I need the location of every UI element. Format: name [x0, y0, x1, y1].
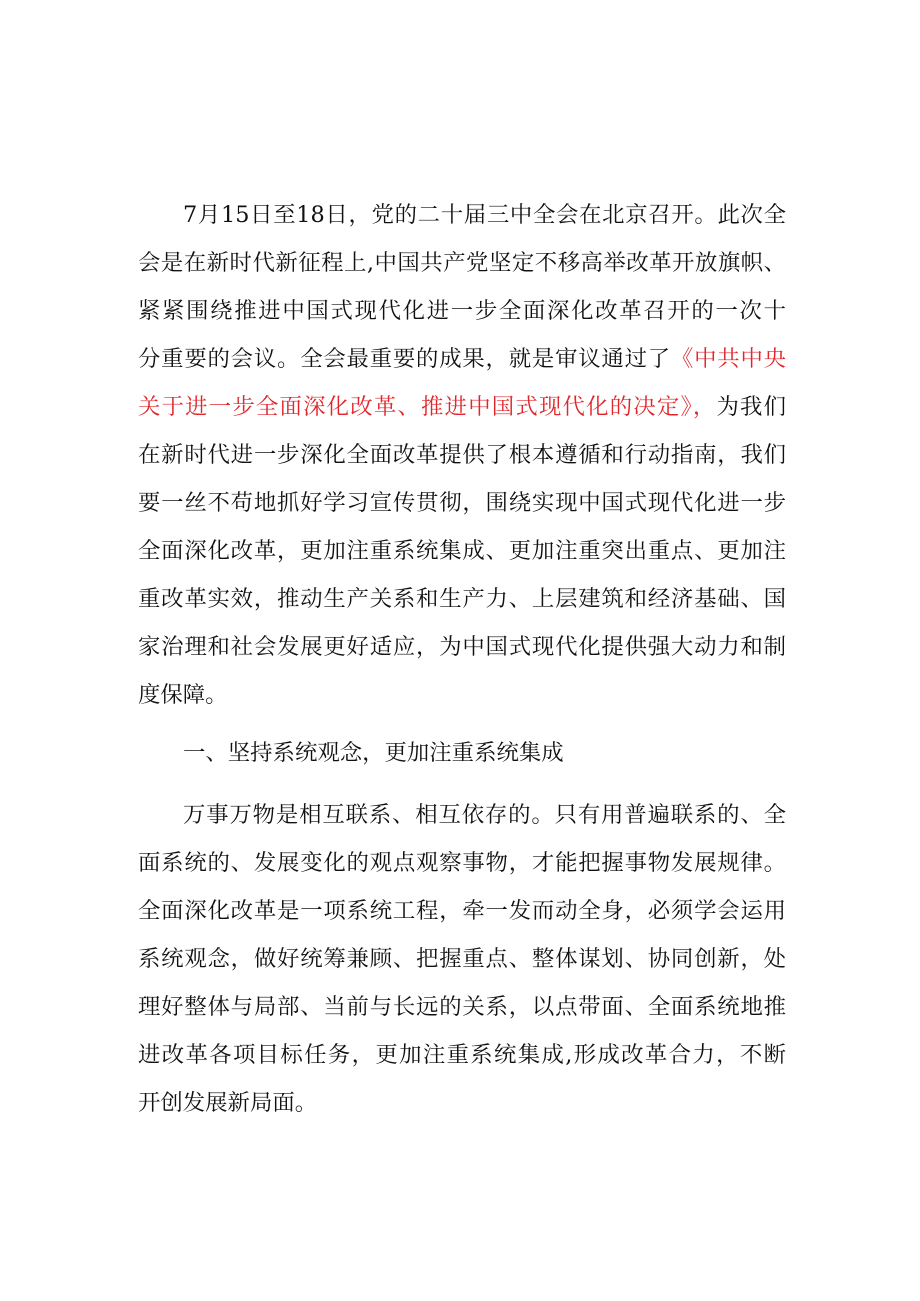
text-line: 家治理和社会发展更好适应，为中国式现代化提供强大动力和制	[138, 634, 786, 660]
decision-title-highlight: 《中共中央	[670, 346, 787, 372]
text-line: 面系统的、发展变化的观点观察事物，才能把握事物发展规律。	[138, 850, 786, 876]
paragraph-systems	[138, 791, 786, 1127]
text-line: 全面深化改革是一项系统工程，牵一发而动全身，必须学会运用	[138, 898, 786, 924]
text-line: 紧紧围绕推进中国式现代化进一步全面深化改革召开的一次十	[138, 298, 786, 324]
text-line: 会是在新时代新征程上,中国共产党坚定不移高举改革开放旗帜、	[138, 250, 786, 276]
section-heading	[138, 729, 786, 777]
text-line	[138, 335, 786, 383]
decision-title-highlight: 关于进一步全面深化改革、推进中国式现代化的决定》，	[138, 394, 717, 420]
text-line: 系统观念，做好统筹兼顾、把握重点、整体谋划、协同创新，处	[138, 946, 786, 972]
text-line: 开创发展新局面。	[138, 1090, 318, 1116]
text-line: 万事万物是相互联系、相互依存的。只有用普遍联系的、全	[183, 802, 786, 828]
text-line: 理好整体与局部、当前与长远的关系，以点带面、全面系统地推	[138, 994, 786, 1020]
text-line: 度保障。	[138, 682, 228, 708]
text-line: 全面深化改革，更加注重系统集成、更加注重突出重点、更加注	[138, 538, 786, 564]
paragraph-intro	[138, 191, 786, 719]
text-line: 重改革实效，推动生产关系和生产力、上层建筑和经济基础、国	[138, 586, 786, 612]
heading-text: 一、坚持系统观念，更加注重系统集成	[183, 740, 564, 766]
text-line: 7月15日至18日，党的二十届三中全会在北京召开。此次全	[183, 202, 786, 228]
text-line: 要一丝不苟地抓好学习宣传贯彻，围绕实现中国式现代化进一步	[138, 490, 786, 516]
text-line	[138, 383, 786, 431]
text-segment: 为我们	[716, 394, 786, 420]
text-line: 在新时代进一步深化全面改革提供了根本遵循和行动指南，我们	[138, 442, 786, 468]
text-line: 进改革各项目标任务，更加注重系统集成,形成改革合力，不断	[138, 1042, 786, 1068]
text-segment: 分重要的会议。全会最重要的成果，就是审议通过了	[138, 346, 671, 372]
